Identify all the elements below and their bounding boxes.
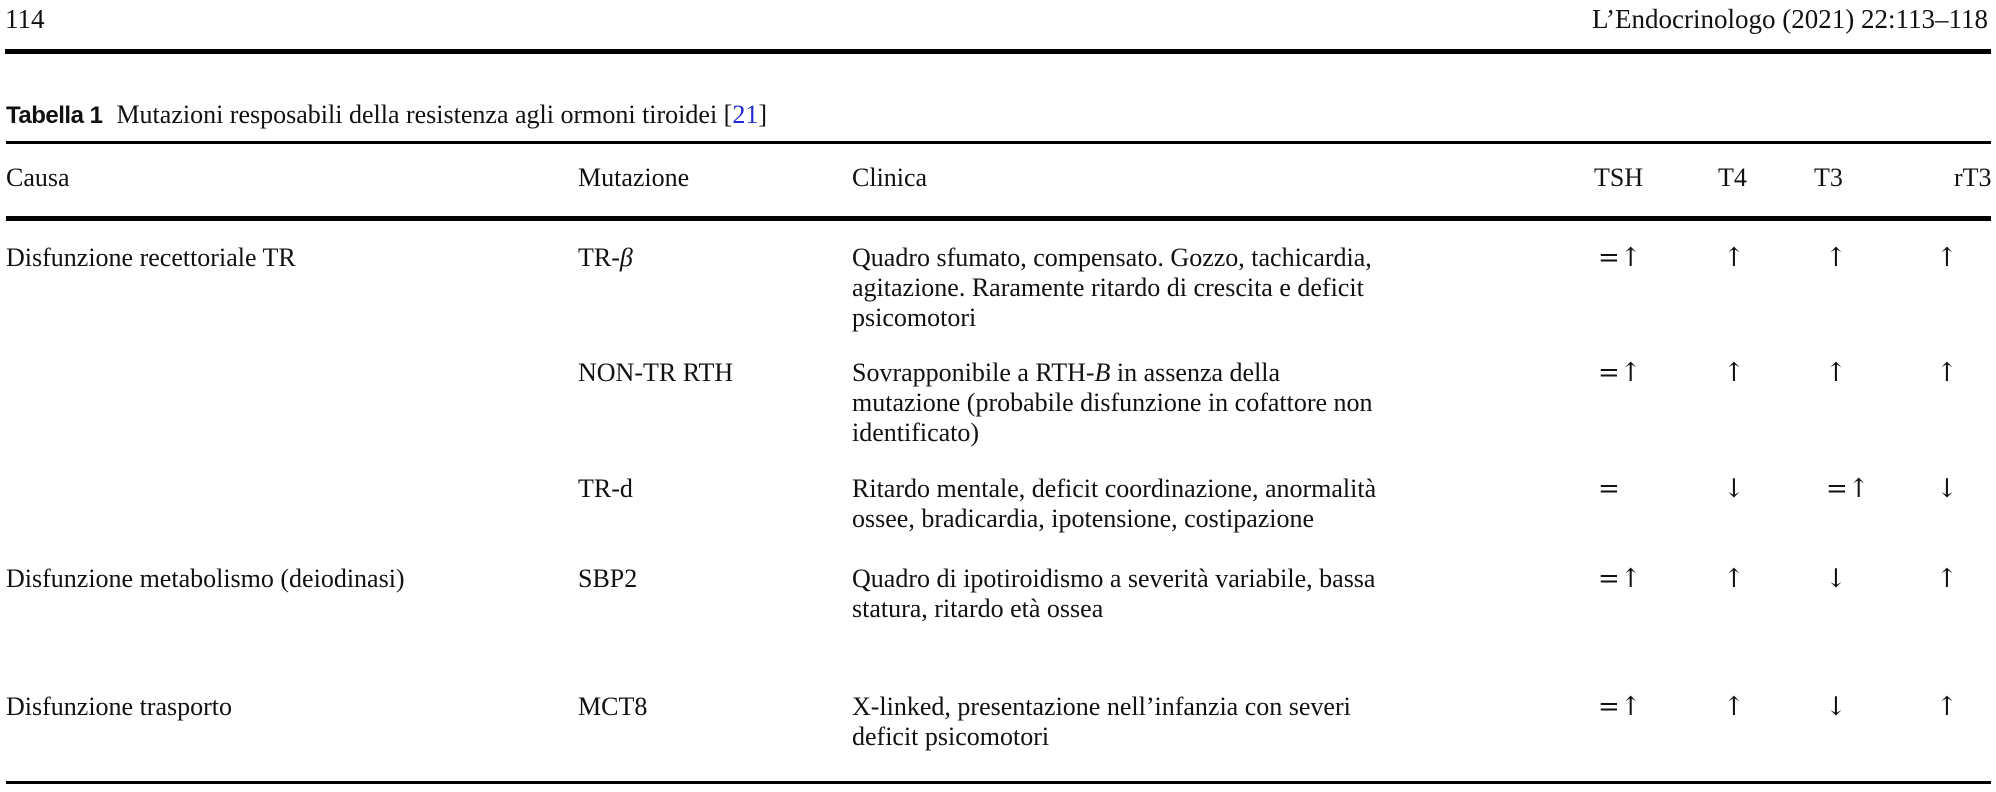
column-header-clinica: Clinica — [852, 163, 928, 192]
cell-mutazione: TR-d — [578, 474, 633, 503]
caption-close-bracket: ] — [758, 100, 767, 129]
cell-tsh: =↑ — [1598, 358, 1642, 388]
header-rule — [5, 49, 1991, 54]
cell-rt3: ↑ — [1936, 358, 1958, 388]
column-header-tsh: TSH — [1594, 163, 1644, 192]
cell-tsh: = — [1598, 474, 1620, 504]
column-header-t4: T4 — [1718, 163, 1747, 192]
cell-t4: ↑ — [1723, 692, 1745, 722]
cell-t4: ↑ — [1723, 358, 1745, 388]
cell-t3: ↑ — [1825, 358, 1847, 388]
table-top-rule — [6, 141, 1991, 144]
cell-clinica-line: identificato) — [852, 418, 980, 447]
cell-clinica-line: psicomotori — [852, 303, 977, 332]
clinica-suffix: in assenza della — [1110, 358, 1281, 387]
cell-t3: ↑ — [1825, 243, 1847, 273]
cell-t3: ↓ — [1825, 692, 1847, 722]
cell-mutazione: MCT8 — [578, 692, 648, 721]
clinica-prefix: Sovrapponibile a RTH- — [852, 358, 1095, 387]
clinica-italic: B — [1094, 358, 1111, 387]
table-caption — [6, 100, 767, 130]
cell-clinica-line: Quadro di ipotiroidismo a severità variabile, bassa — [852, 564, 1376, 593]
cell-tsh: =↑ — [1598, 564, 1642, 594]
page-header — [0, 0, 1996, 54]
cell-clinica-line: deficit psicomotori — [852, 722, 1050, 751]
cell-clinica-line: Ritardo mentale, deficit coordinazione, anormalità — [852, 474, 1377, 503]
cell-clinica-line: statura, ritardo età ossea — [852, 594, 1104, 623]
cell-t4: ↑ — [1723, 243, 1745, 273]
cell-rt3: ↑ — [1936, 692, 1958, 722]
cell-rt3: ↓ — [1936, 474, 1958, 504]
mutazione-greek: β — [619, 243, 633, 272]
column-header-t3: T3 — [1814, 163, 1843, 192]
cell-clinica-line: mutazione (probabile disfunzione in cofattore non — [852, 388, 1373, 417]
table-bottom-rule — [6, 781, 1991, 784]
cell-clinica-line: Quadro sfumato, compensato. Gozzo, tachicardia, — [852, 243, 1372, 272]
column-header-mutazione: Mutazione — [578, 163, 690, 192]
citation-link[interactable]: 21 — [732, 100, 759, 129]
cell-t4: ↑ — [1723, 564, 1745, 594]
cell-mutazione: NON-TR RTH — [578, 358, 734, 387]
journal-reference: L’Endocrinologo (2021) 22:113–118 — [1592, 4, 1988, 34]
mutazione-prefix: TR- — [578, 243, 620, 272]
cell-rt3: ↑ — [1936, 243, 1958, 273]
cell-clinica-line: ossee, bradicardia, ipotensione, costipazione — [852, 504, 1315, 533]
cell-causa: Disfunzione recettoriale TR — [6, 243, 296, 272]
cell-t3: =↑ — [1826, 474, 1870, 504]
page-number: 114 — [5, 4, 45, 34]
cell-tsh: =↑ — [1598, 243, 1642, 273]
cell-causa: Disfunzione trasporto — [6, 692, 233, 721]
cell-clinica-line: agitazione. Raramente ritardo di crescita e deficit — [852, 273, 1364, 302]
cell-mutazione: SBP2 — [578, 564, 638, 593]
cell-rt3: ↑ — [1936, 564, 1958, 594]
cell-t3: ↓ — [1825, 564, 1847, 594]
caption-text: Mutazioni resposabili della resistenza agli ormoni tiroidei [ — [116, 100, 733, 129]
caption-label: Tabella 1 — [6, 102, 103, 129]
cell-t4: ↓ — [1723, 474, 1745, 504]
cell-clinica-line — [852, 358, 1280, 388]
cell-clinica-line: X-linked, presentazione nell’infanzia con severi — [852, 692, 1351, 721]
cell-tsh: =↑ — [1598, 692, 1642, 722]
table-header-rule — [6, 216, 1991, 221]
column-header-causa: Causa — [6, 163, 70, 192]
cell-mutazione — [578, 243, 633, 273]
cell-causa: Disfunzione metabolismo (deiodinasi) — [6, 564, 405, 593]
column-header-rt3: rT3 — [1954, 163, 1992, 192]
